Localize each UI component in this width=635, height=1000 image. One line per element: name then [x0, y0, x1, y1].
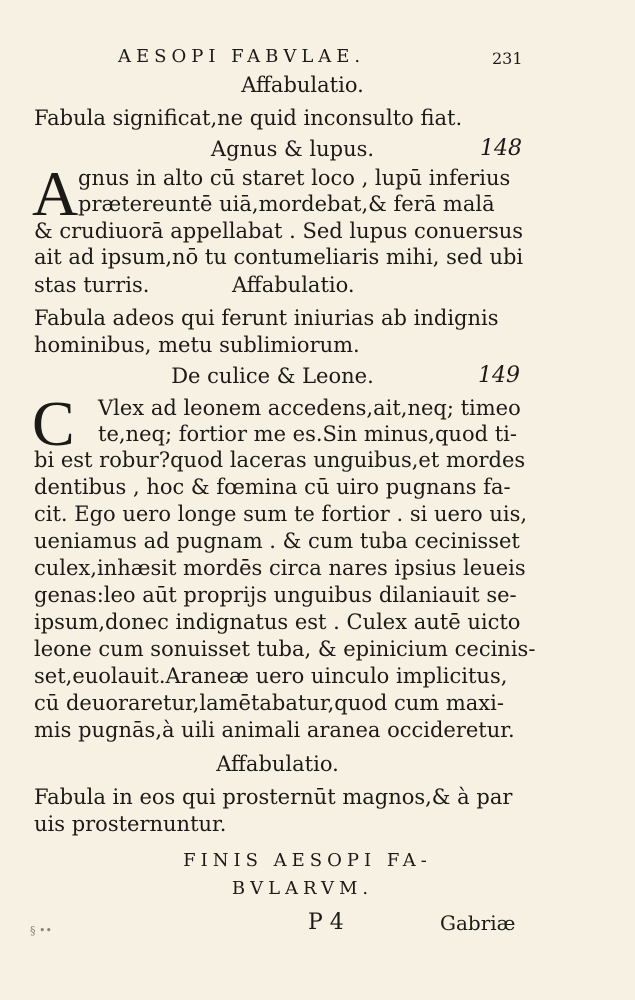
- text-line: mis pugnās,à uili animali aranea occideretur.: [34, 718, 515, 742]
- text-line: & crudiuorā appellabat . Sed lupus conuersus: [34, 219, 524, 243]
- finis-line-2: BVLARVM.: [231, 878, 374, 899]
- text-line: ipsum,donec indignatus est . Culex autē uicto: [34, 610, 521, 634]
- text-line: dentibus , hoc & fœmina cū uiro pugnans fa-: [34, 475, 511, 499]
- margin-note-149: 149: [478, 363, 520, 388]
- fable-title-culex: De culice & Leone.: [171, 364, 374, 388]
- text-line: culex,inhæsit mordēs circa nares ipsius leueis: [34, 556, 526, 580]
- dropcap-c: C: [32, 388, 75, 459]
- page-number: 231: [492, 49, 523, 68]
- text-line: set,euolauit.Araneæ uero uinculo implicitus,: [34, 664, 508, 688]
- text-line: gnus in alto cū staret loco , lupū inferius: [78, 166, 511, 190]
- catchword: Gabriæ: [440, 911, 516, 935]
- finis-line-1: FINIS AESOPI FA-: [183, 850, 432, 871]
- text-line: bi est robur?quod laceras unguibus,et mordes: [34, 448, 526, 472]
- text-line: ueniamus ad pugnam . & cum tuba cecinisset: [34, 529, 520, 553]
- margin-note-148: 148: [480, 136, 522, 161]
- text-line: Vlex ad leonem accedens,ait,neq; timeo: [98, 396, 521, 420]
- dropcap-a: A: [32, 158, 79, 229]
- moral-line: hominibus, metu sublimiorum.: [34, 333, 360, 357]
- signature-mark: P 4: [308, 910, 344, 935]
- affabulatio-heading-1: Affabulatio.: [241, 73, 364, 97]
- moral-line: Fabula in eos qui prosternūt magnos,& à par: [34, 785, 513, 809]
- text-line: cū deuoraretur,lamētabatur,quod cum maxi-: [34, 691, 504, 715]
- fable-title-agnus: Agnus & lupus.: [210, 137, 375, 161]
- text-line: te,neq; fortior me es.Sin minus,quod ti-: [98, 422, 517, 446]
- affabulatio-heading-2: Affabulatio.: [232, 273, 355, 297]
- text-line: genas:leo aūt proprijs unguibus dilaniauit se-: [34, 583, 517, 607]
- running-title: AESOPI FABVLAE.: [118, 46, 366, 67]
- text-line: leone cum sonuisset tuba, & epinicium cecinis-: [34, 637, 536, 661]
- text-line: prætereuntē uiā,mordebat,& ferā malā: [78, 192, 495, 216]
- text-line: ait ad ipsum,nō tu contumeliaris mihi, sed ubi: [34, 245, 524, 269]
- stray-marks: § ••: [30, 924, 52, 937]
- affabulatio-heading-3: Affabulatio.: [216, 752, 339, 776]
- moral-line: uis prosternuntur.: [34, 812, 227, 836]
- text-line: stas turris.: [34, 273, 150, 297]
- moral-line: Fabula adeos qui ferunt iniurias ab indignis: [34, 306, 499, 330]
- moral-line: Fabula significat,ne quid inconsulto fiat.: [34, 106, 463, 130]
- text-line: cit. Ego uero longe sum te fortior . si uero uis,: [34, 502, 528, 526]
